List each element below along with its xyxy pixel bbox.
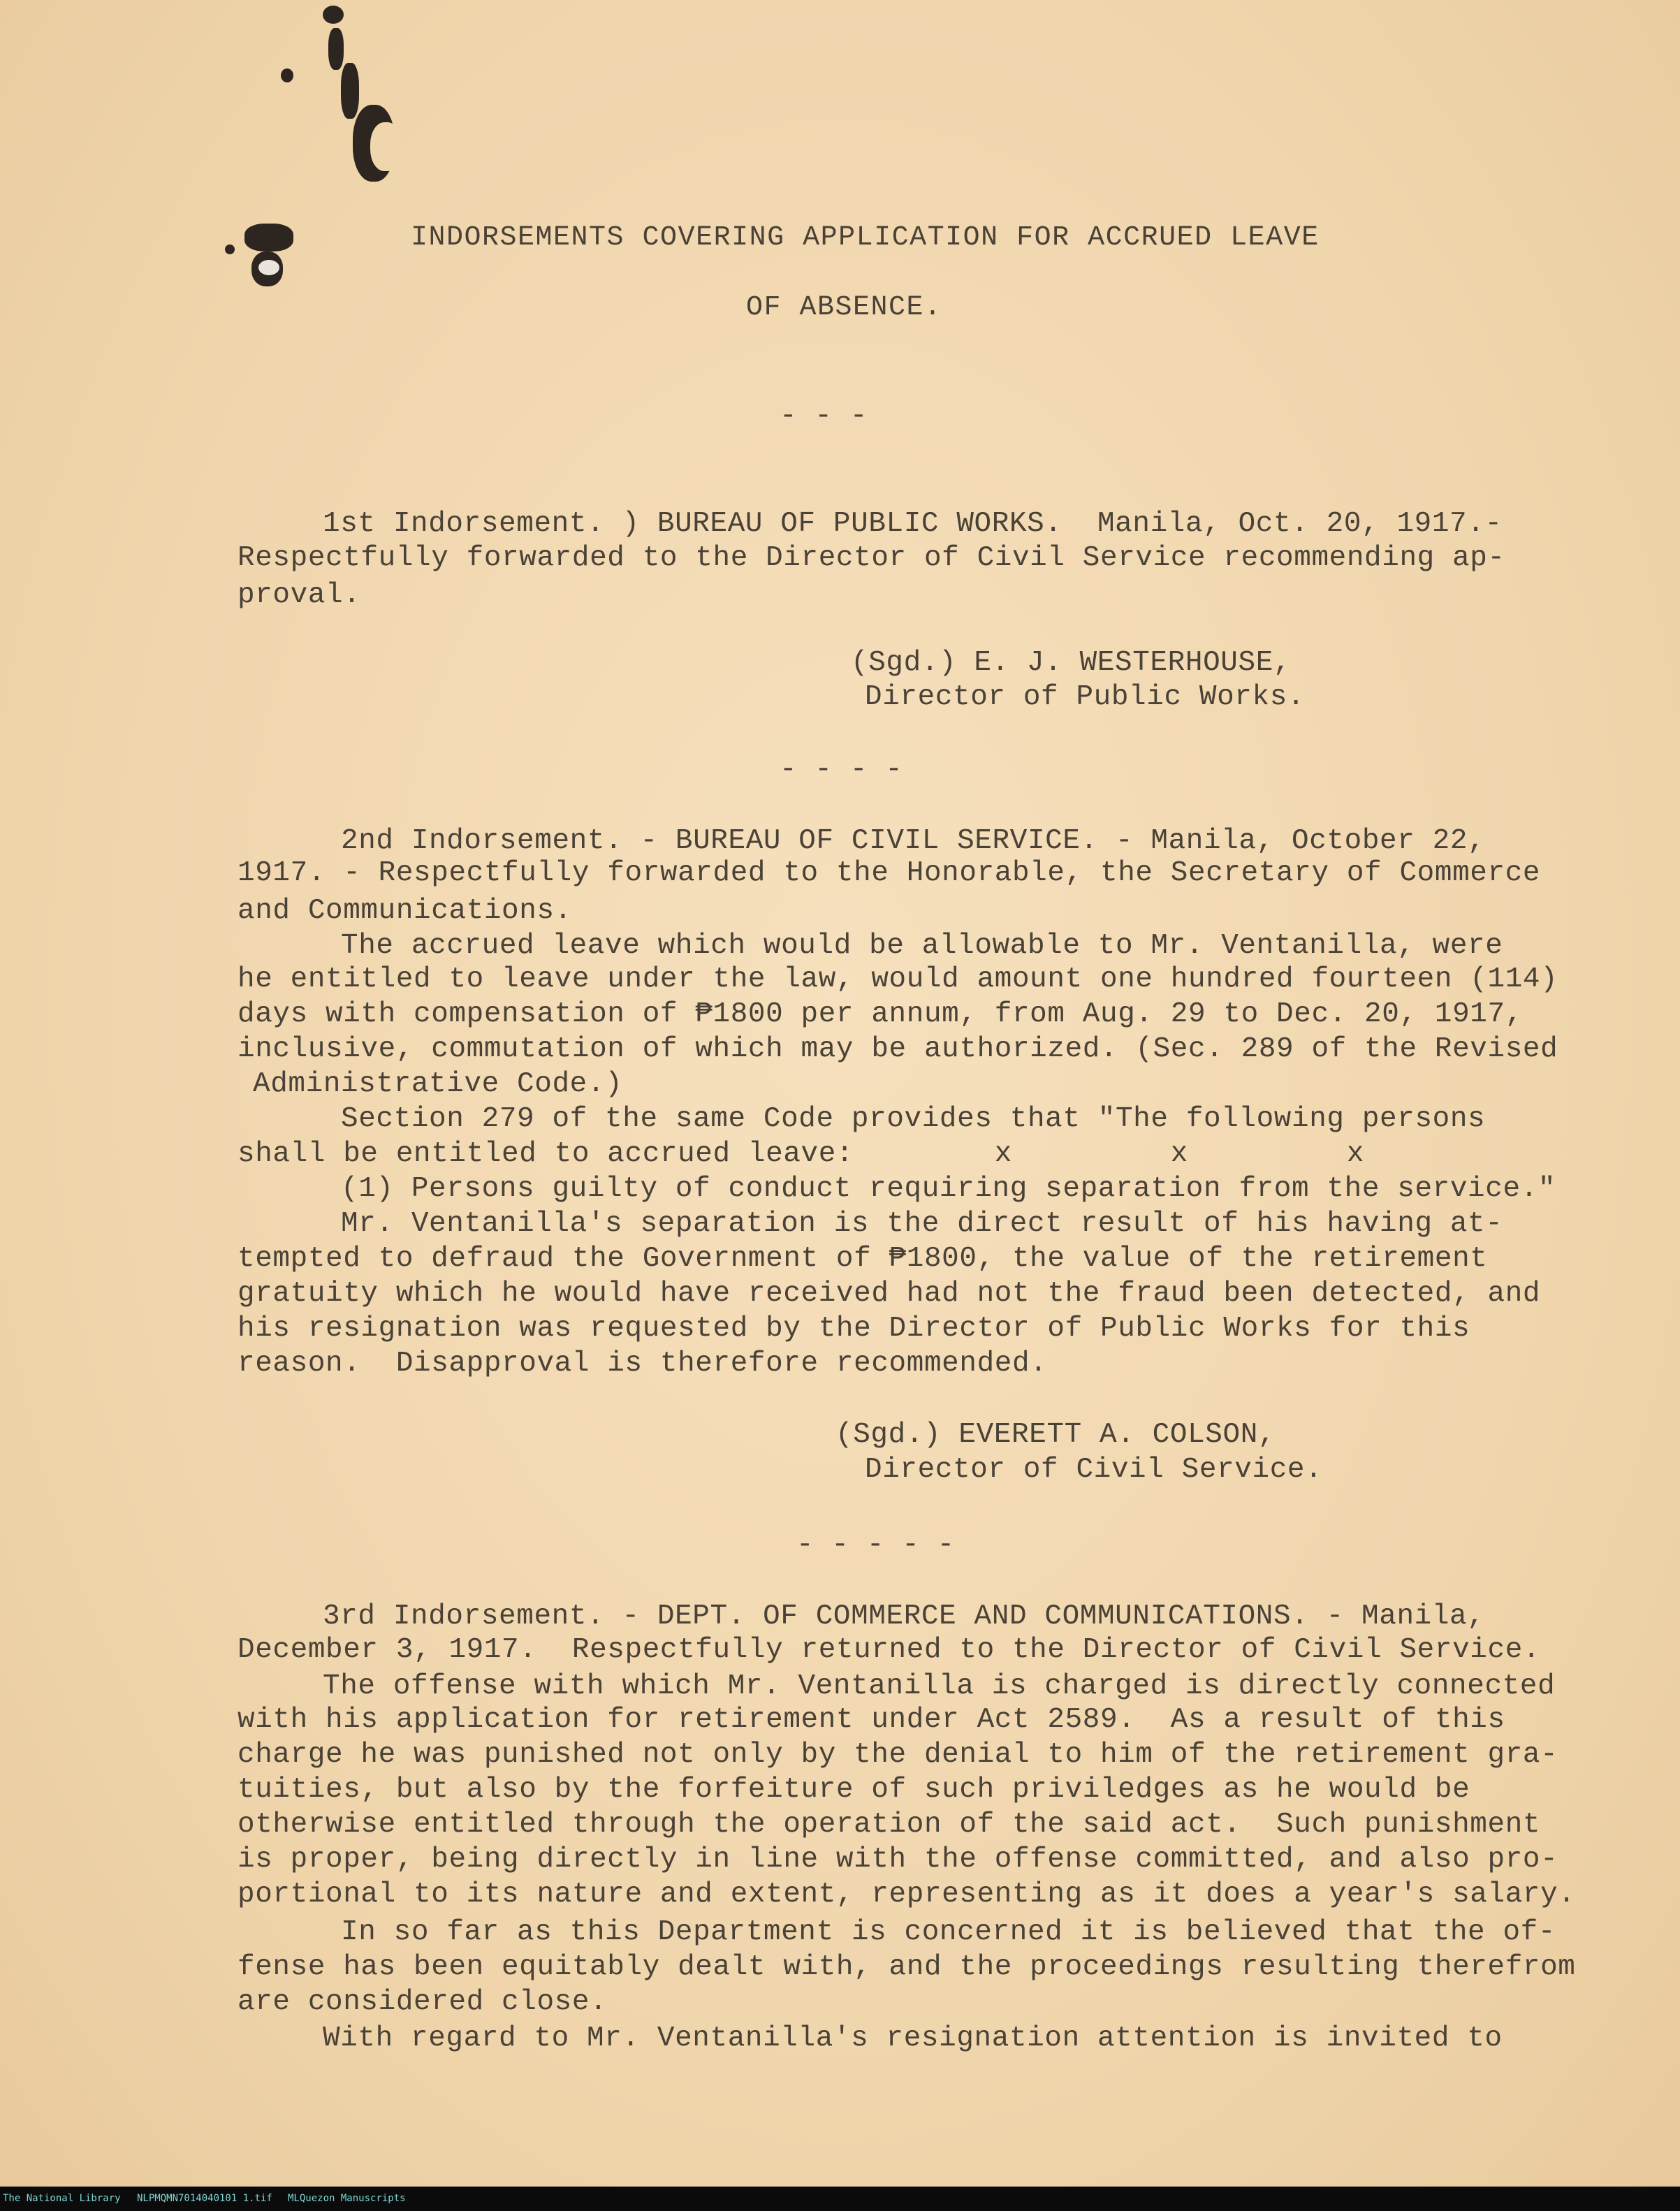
separator: - - - - [780, 754, 903, 786]
ind2-line: and Communications. [238, 895, 572, 927]
ind3-line: portional to its nature and extent, representing as it does a year's salary. [238, 1878, 1576, 1911]
ind1-signature: (Sgd.) E. J. WESTERHOUSE, [851, 647, 1292, 679]
ind3-line: With regard to Mr. Ventanilla's resignation attention is invited to [323, 2022, 1503, 2055]
archive-footer [0, 2187, 1680, 2211]
ind2-line: inclusive, commutation of which may be authorized. (Sec. 289 of the Revised [238, 1033, 1558, 1065]
ind3-line: December 3, 1917. Respectfully returned to the Director of Civil Service. [238, 1634, 1541, 1666]
ind2-signature: (Sgd.) EVERETT A. COLSON, [835, 1419, 1276, 1451]
separator: - - - [780, 400, 868, 432]
footer-library: The National Library [3, 2193, 121, 2204]
ind3-line: is proper, being directly in line with the offense committed, and also pro- [238, 1844, 1558, 1876]
ind3-line: 3rd Indorsement. - DEPT. OF COMMERCE AND COMMUNICATIONS. - Manila, [323, 1600, 1485, 1633]
ind1-line: 1st Indorsement. ) BUREAU OF PUBLIC WORKS. Manila, Oct. 20, 1917.- [323, 508, 1503, 540]
footer-collection: MLQuezon Manuscripts [288, 2193, 406, 2204]
ind3-line: charge he was punished not only by the denial to him of the retirement gra- [238, 1739, 1558, 1771]
ind3-line: In so far as this Department is concerned it is believed that the of- [341, 1916, 1556, 1948]
ind2-line: days with compensation of ₱1800 per annum, from Aug. 29 to Dec. 20, 1917, [238, 998, 1523, 1030]
ind2-line: he entitled to leave under the law, would amount one hundred fourteen (114) [238, 963, 1558, 995]
ind2-line: gratuity which he would have received had not the fraud been detected, and [238, 1278, 1541, 1310]
ind2-signature-title: Director of Civil Service. [865, 1454, 1323, 1486]
ind3-line: are considered close. [238, 1986, 608, 2018]
ind2-line: Section 279 of the same Code provides that "The following persons [341, 1103, 1486, 1135]
title-line-1: INDORSEMENTS COVERING APPLICATION FOR ACCRUED LEAVE [411, 222, 1320, 254]
ind3-line: fense has been equitably dealt with, and the proceedings resulting therefrom [238, 1951, 1576, 1983]
ind2-line: Administrative Code.) [253, 1068, 623, 1100]
ind3-line: with his application for retirement under Act 2589. As a result of this [238, 1704, 1505, 1736]
ind3-line: The offense with which Mr. Ventanilla is charged is directly connected [323, 1670, 1556, 1702]
ind2-line: his resignation was requested by the Director of Public Works for this [238, 1313, 1470, 1345]
ind2-line: Mr. Ventanilla's separation is the direct result of his having at- [341, 1208, 1503, 1240]
separator: - - - - - [796, 1529, 955, 1561]
ind2-line: 2nd Indorsement. - BUREAU OF CIVIL SERVICE. - Manila, October 22, [341, 825, 1486, 857]
ind2-line: The accrued leave which would be allowable to Mr. Ventanilla, were [341, 930, 1503, 962]
ind3-line: otherwise entitled through the operation of the said act. Such punishment [238, 1809, 1541, 1841]
ind1-signature-title: Director of Public Works. [865, 681, 1306, 713]
ind2-line: (1) Persons guilty of conduct requiring separation from the service." [341, 1173, 1556, 1205]
footer-filename: NLPMQMN7014040101 1.tif [137, 2193, 272, 2204]
ind2-line: reason. Disapproval is therefore recommended. [238, 1348, 1048, 1380]
ind1-line: Respectfully forwarded to the Director of Civil Service recommending ap- [238, 542, 1505, 574]
title-line-2: OF ABSENCE. [746, 292, 942, 323]
ind2-line: shall be entitled to accrued leave: x x x [238, 1138, 1365, 1170]
ind1-line: proval. [238, 579, 361, 611]
ind2-line: 1917. - Respectfully forwarded to the Honorable, the Secretary of Commerce [238, 857, 1541, 889]
ind2-line: tempted to defraud the Government of ₱1800, the value of the retirement [238, 1243, 1488, 1275]
ind3-line: tuities, but also by the forfeiture of such priviledges as he would be [238, 1774, 1470, 1806]
